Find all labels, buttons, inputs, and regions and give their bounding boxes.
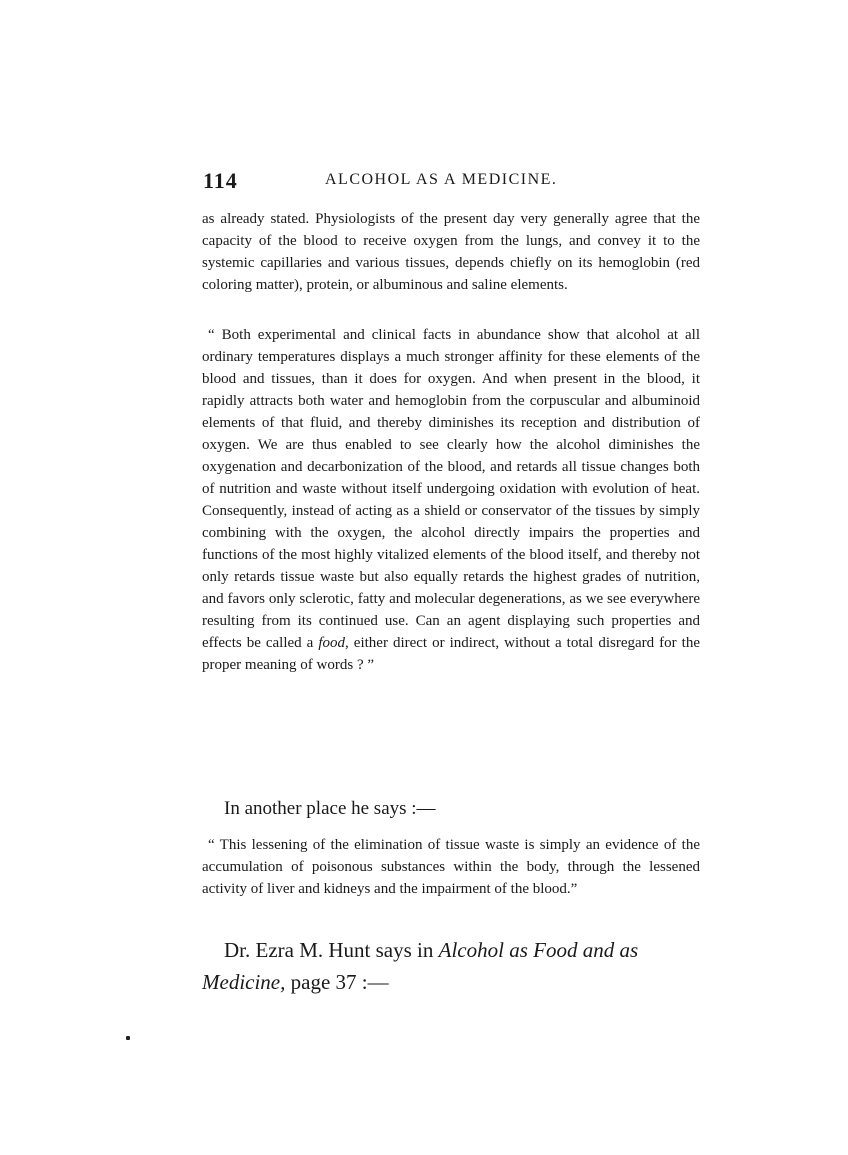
scan-mark [126, 1036, 130, 1040]
citation-text-start: Dr. Ezra M. Hunt says in [224, 938, 439, 962]
running-head: ALCOHOL AS A MEDICINE. [325, 171, 558, 188]
quotation-text-start: “ Both experimental and clinical facts in abundance show that alcohol at all ordinary temperatures displays a much stronger affinity for these elements of the blood and tissues, than it does for oxygen. And when present in the blood, it rapidly attracts both water and hemoglobin from the corpuscular and albuminoid elements of that fluid, and thereby diminishes its reception and distribution of oxygen. We are thus enabled to see clearly how the alcohol diminishes the oxygenation and decarbonization of the blood, and retards all tissue changes both of nutrition and waste without itself undergoing oxidation with evolution of heat. Consequently, instead of acting as a shield or conservator of the tissues by simply combining with the oxygen, the alcohol directly impairs the properties and functions of the most highly vitalized elements of the blood itself, and thereby not only retards tissue waste but also equally retards the highest grades of nutrition, and favors only sclerotic, fatty and molecular degenerations, as we see everywhere resulting from its continued use. Can an agent displaying such properties and effects be called a [202, 327, 700, 651]
page-header [203, 168, 700, 196]
page-number: 114 [203, 168, 238, 193]
italic-book-title: Alcohol as Food and as Medicine, [202, 938, 639, 994]
paragraph-another-place: In another place he says :— [224, 798, 436, 819]
paragraph-hunt-citation [202, 934, 700, 998]
paragraph-quotation-alcohol [202, 324, 700, 676]
citation-text-end: page 37 :— [285, 970, 389, 994]
italic-word-food: food, [318, 635, 349, 651]
quotation-text-end: either direct or indirect, without a total disregard for the proper meaning of words ? ” [202, 635, 700, 673]
paragraph-continuation: as already stated. Physiologists of the present day very generally agree that the capacity of the blood to receive oxygen from the lungs, and convey it to the systemic capillaries and various tissues, depends chiefly on its hemoglobin (red coloring matter), protein, or albuminous and saline elements. [202, 211, 700, 293]
paragraph-quotation-tissue-waste: “ This lessening of the elimination of tissue waste is simply an evidence of the accumulation of poisonous substances within the body, through the lessened activity of liver and kidneys and the impairment of the blood.” [202, 837, 700, 897]
